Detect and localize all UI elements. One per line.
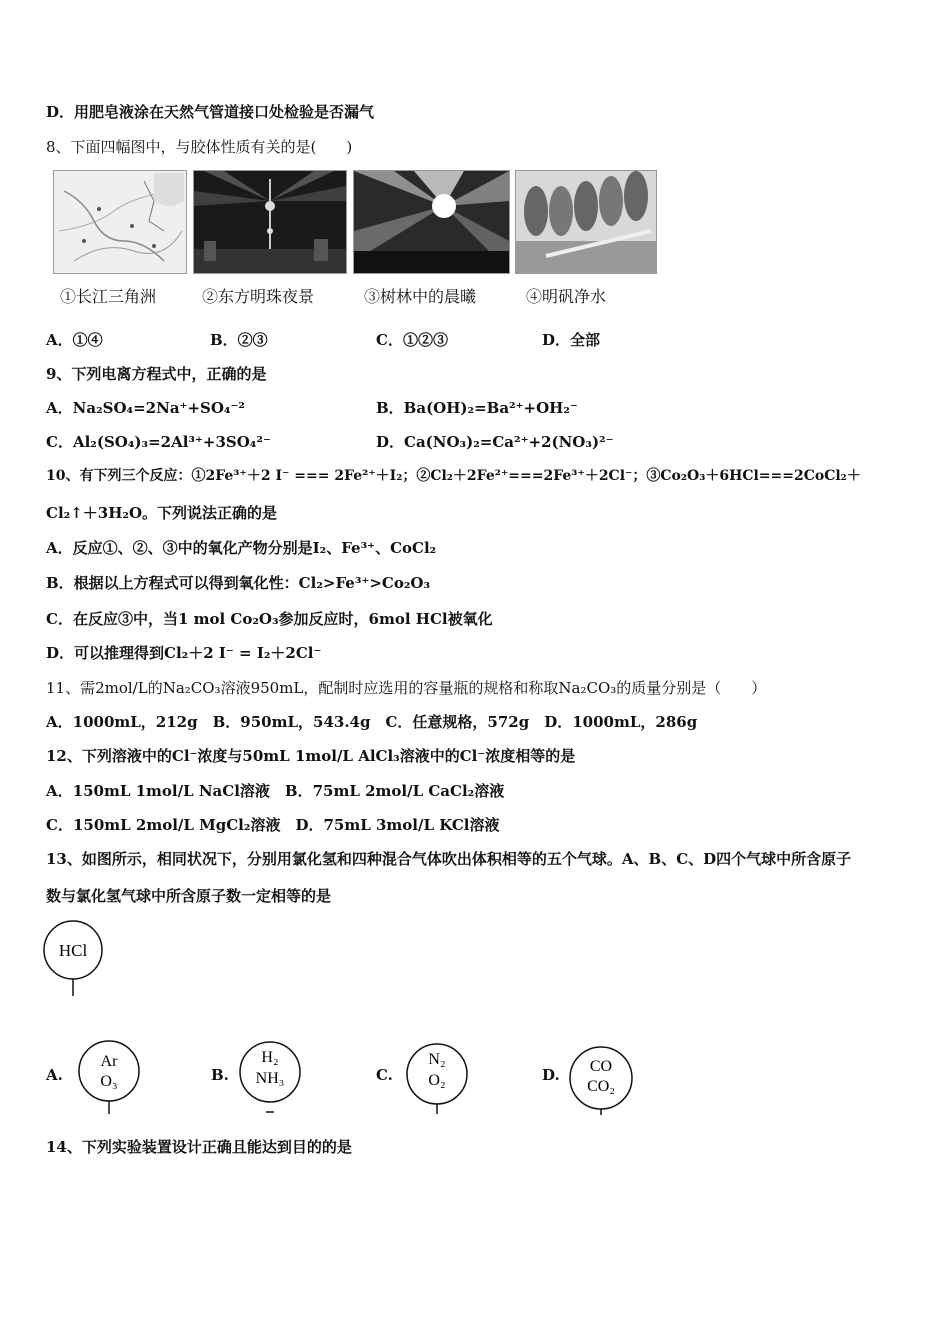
- q8-option-d: D．全部: [542, 331, 601, 349]
- q12-options-cd: C．150mL 2mol/L MgCl₂溶液 D．75mL 3mol/L KCl溶液: [46, 816, 500, 834]
- caption-4: ④明矾净水: [526, 287, 607, 306]
- q10-option-d: D．可以推理得到Cl₂＋2 I⁻ = I₂＋2Cl⁻: [46, 644, 322, 662]
- hcl-label: HCl: [58, 941, 88, 960]
- q9-option-c: C．Al₂(SO₄)₃=2Al³⁺+3SO₄²⁻: [46, 433, 271, 451]
- alum-water-purification-image: [515, 170, 657, 274]
- caption-1: ①长江三角洲: [60, 287, 157, 306]
- balloon-a: [76, 1038, 146, 1118]
- q14-stem: 14、下列实验装置设计正确且能达到目的的是: [46, 1138, 352, 1156]
- q7-option-d: D．用肥皂液涂在天然气管道接口处检验是否漏气: [46, 103, 375, 121]
- forest-morning-light-image: [353, 170, 510, 274]
- q8-stem: 8、下面四幅图中，与胶体性质有关的是( ): [46, 138, 353, 156]
- q12-stem: 12、下列溶液中的Cl⁻浓度与50mL 1mol/L AlCl₃溶液中的Cl⁻浓度相等的是: [46, 747, 576, 765]
- q8-option-b: B．②③: [210, 331, 268, 349]
- oriental-pearl-night-image: [193, 170, 347, 274]
- q11-stem: 11、需2mol/L的Na₂CO₃溶液950mL，配制时应选用的容量瓶的规格和称取Na₂CO₃的质量分别是（ ）: [46, 679, 767, 697]
- q12-options-ab: A．150mL 1mol/L NaCl溶液 B．75mL 2mol/L CaCl₂溶液: [46, 782, 505, 800]
- balloon-option-a-label: A.: [46, 1066, 63, 1084]
- q10-stem-line2: Cl₂↑＋3H₂O。下列说法正确的是: [46, 504, 278, 522]
- balloon-c: [404, 1042, 474, 1122]
- q13-stem-line2: 数与氯化氢气球中所含原子数一定相等的是: [46, 887, 332, 905]
- q9-option-d: D．Ca(NO₃)₂=Ca²⁺+2(NO₃)²⁻: [376, 433, 614, 451]
- balloon-b-bottom: NH₃: [255, 1070, 285, 1087]
- q10-option-b: B．根据以上方程式可以得到氧化性：Cl₂>Fe³⁺>Co₂O₃: [46, 574, 431, 592]
- balloon-a-top: Ar: [100, 1053, 118, 1070]
- balloon-a-bottom: O₃: [100, 1073, 118, 1090]
- q9-stem: 9、下列电离方程式中，正确的是: [46, 365, 267, 383]
- caption-3: ③树林中的晨曦: [364, 287, 477, 306]
- caption-2: ②东方明珠夜景: [202, 287, 315, 306]
- balloon-d-bottom: CO₂: [587, 1078, 615, 1095]
- balloon-c-bottom: O₂: [428, 1072, 446, 1089]
- balloon-c-top: N₂: [428, 1051, 446, 1068]
- q8-option-c: C．①②③: [376, 331, 448, 349]
- hcl-balloon: [40, 918, 110, 998]
- q10-option-c: C．在反应③中，当1 mol Co₂O₃参加反应时，6mol HCl被氧化: [46, 610, 493, 628]
- balloon-option-c-label: C.: [376, 1066, 393, 1084]
- yangtze-delta-map-image: [53, 170, 187, 274]
- balloon-d-top: CO: [589, 1058, 613, 1075]
- balloon-option-b-label: B.: [211, 1066, 229, 1084]
- balloon-b-top: H₂: [261, 1049, 279, 1066]
- balloon-d: [567, 1046, 639, 1116]
- q13-stem-line1: 13、如图所示，相同状况下，分别用氯化氢和四种混合气体吹出体积相等的五个气球。A、B、C、D四个气球中所含原子: [46, 850, 852, 868]
- q10-stem-line1: 10、有下列三个反应：①2Fe³⁺＋2 I⁻ === 2Fe²⁺＋I₂；②Cl₂＋2Fe²⁺===2Fe³⁺＋2Cl⁻；③Co₂O₃＋6HCl===2CoCl₂＋: [46, 468, 861, 484]
- q9-option-a: A．Na₂SO₄=2Na⁺+SO₄⁻²: [46, 399, 245, 417]
- q10-option-a: A．反应①、②、③中的氧化产物分别是I₂、Fe³⁺、CoCl₂: [46, 539, 437, 557]
- q9-option-b: B．Ba(OH)₂=Ba²⁺+OH₂⁻: [376, 399, 578, 417]
- q11-options: A．1000mL，212g B．950mL，543.4g C．任意规格，572g D．1000mL，286g: [46, 713, 698, 731]
- balloon-option-d-label: D.: [542, 1066, 560, 1084]
- balloon-b: [236, 1040, 308, 1120]
- q8-option-a: A．①④: [46, 331, 103, 349]
